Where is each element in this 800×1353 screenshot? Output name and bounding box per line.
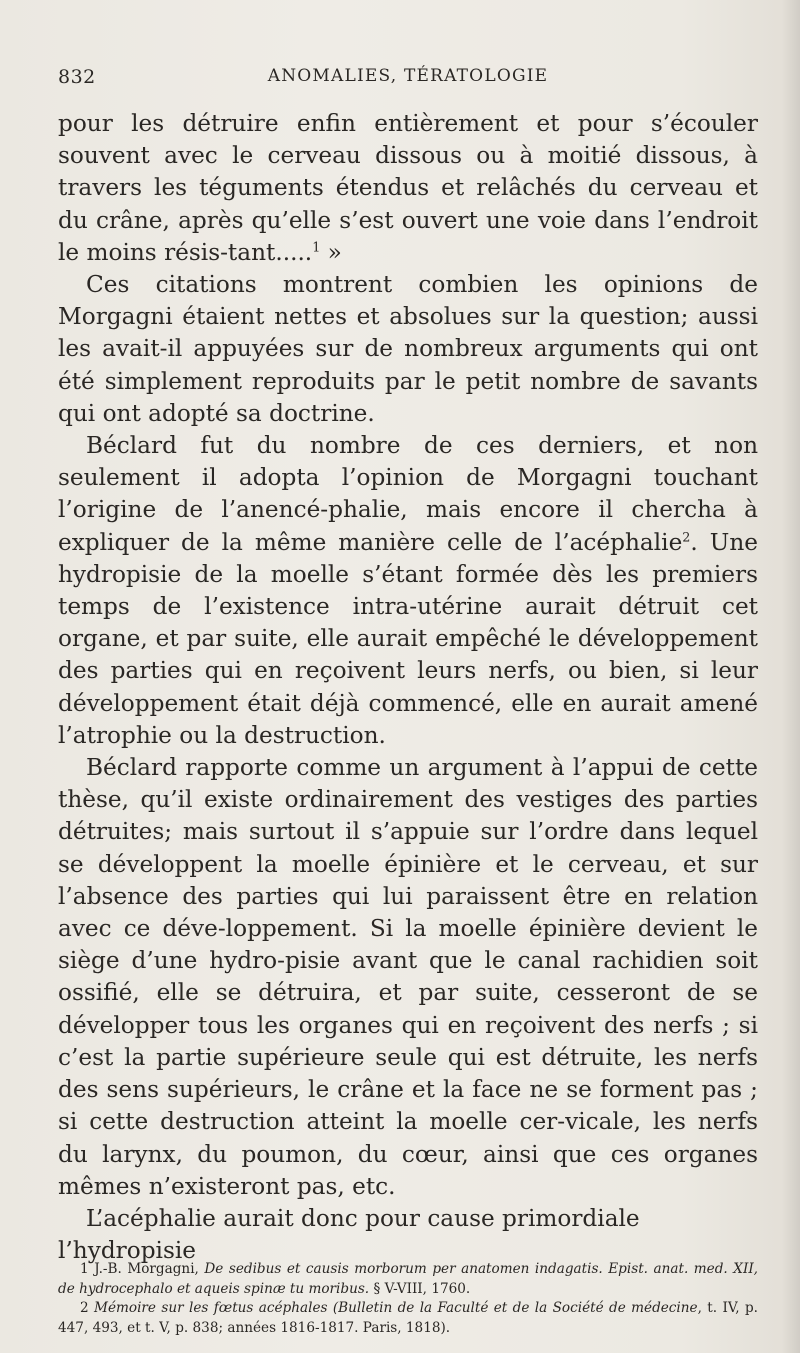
paragraph-3 <box>58 430 758 752</box>
footnote-ref-1: 1 <box>312 240 321 256</box>
paragraph-3-text-b: . Une hydropisie de la moelle s’étant formée dès les premiers temps de l’existence intra-utérine aurait détruit cet organe, et par suite, elle aurait empêché le développement des parties qui en reçoivent leurs nerfs, ou bien, si leur développement était déjà commencé, elle en aurait amené l’atrophie ou la destruction. <box>58 528 758 749</box>
footnote-1-author: J.-B. Morgagni, <box>94 1261 205 1277</box>
paragraph-1 <box>58 108 758 269</box>
footnote-1-number: 1 <box>80 1261 89 1277</box>
footnote-1-title: De sedibus et causis morborum per anatomen indagatis. Epist. anat. med. XII, de hydrocephalo et aqueis spinæ tu moribus. <box>58 1261 759 1297</box>
paragraph-1-tail: » <box>320 238 342 266</box>
page-edge-shadow <box>782 0 800 1353</box>
footnote-2-rest: , t. IV, p. 447, 493, et t. V, p. 838; années 1816-1817. Paris, 1818). <box>58 1300 758 1336</box>
paragraph-3-text-a: Béclard fut du nombre de ces derniers, et non seulement il adopta l’opinion de Morgagni touchant l’origine de l’anencé-phalie, mais encore il chercha à expliquer de la même manière celle de l’acéphalie <box>58 432 758 556</box>
footnote-1-rest: § V-VIII, 1760. <box>369 1280 471 1297</box>
paragraph-4: Béclard rapporte comme un argument à l’appui de cette thèse, qu’il existe ordinairement des vestiges des parties détruites; mais surtout il s’appuie sur l’ordre dans lequel se développent la moelle épinière et le cerveau, et sur l’absence des parties qui lui paraissent être en relation avec ce déve-loppement. Si la moelle épinière devient le siège d’une hydro-pisie avant que le canal rachidien soit ossifié, elle se détruira, et par suite, cesseront de se développer tous les organes qui en reçoivent des nerfs ; si c’est la partie supérieure seule qui est détruite, les nerfs des sens supérieurs, le crâne et la face ne se forment pas ; si cette destruction atteint la moelle cer-vicale, les nerfs du larynx, du poumon, du cœur, ainsi que ces organes mêmes n’existeront pas, etc. <box>58 754 758 1200</box>
page-header <box>58 66 758 96</box>
footnotes <box>58 1260 758 1338</box>
paragraph-5: L’acéphalie aurait donc pour cause primordiale l’hydropisie <box>58 1204 640 1265</box>
paragraph-2: Ces citations montrent combien les opinions de Morgagni étaient nettes et absolues sur la question; aussi les avait-il appuyées sur de nombreux arguments qui ont été simplement reproduits par le petit nombre de savants qui ont adopté sa doctrine. <box>58 271 758 427</box>
footnote-2-title: Mémoire sur les fœtus acéphales (Bulletin de la Faculté et de la Société de médecine <box>94 1300 698 1316</box>
footnote-1 <box>58 1260 758 1299</box>
body-text <box>58 108 758 1267</box>
page-number: 832 <box>58 66 96 88</box>
footnote-2 <box>58 1299 758 1338</box>
running-head: ANOMALIES, TÉRATOLOGIE <box>267 66 549 86</box>
footnote-ref-2: 2 <box>682 529 691 545</box>
footnote-2-number: 2 <box>80 1300 89 1316</box>
paragraph-1-text: pour les détruire enfin entièrement et pour s’écouler souvent avec le cerveau dissous ou à moitié dissous, à travers les téguments étendus et relâchés du cerveau et du crâne, après qu’elle s’est ouvert une voie dans l’endroit le moins résis-tant..... <box>58 110 758 266</box>
